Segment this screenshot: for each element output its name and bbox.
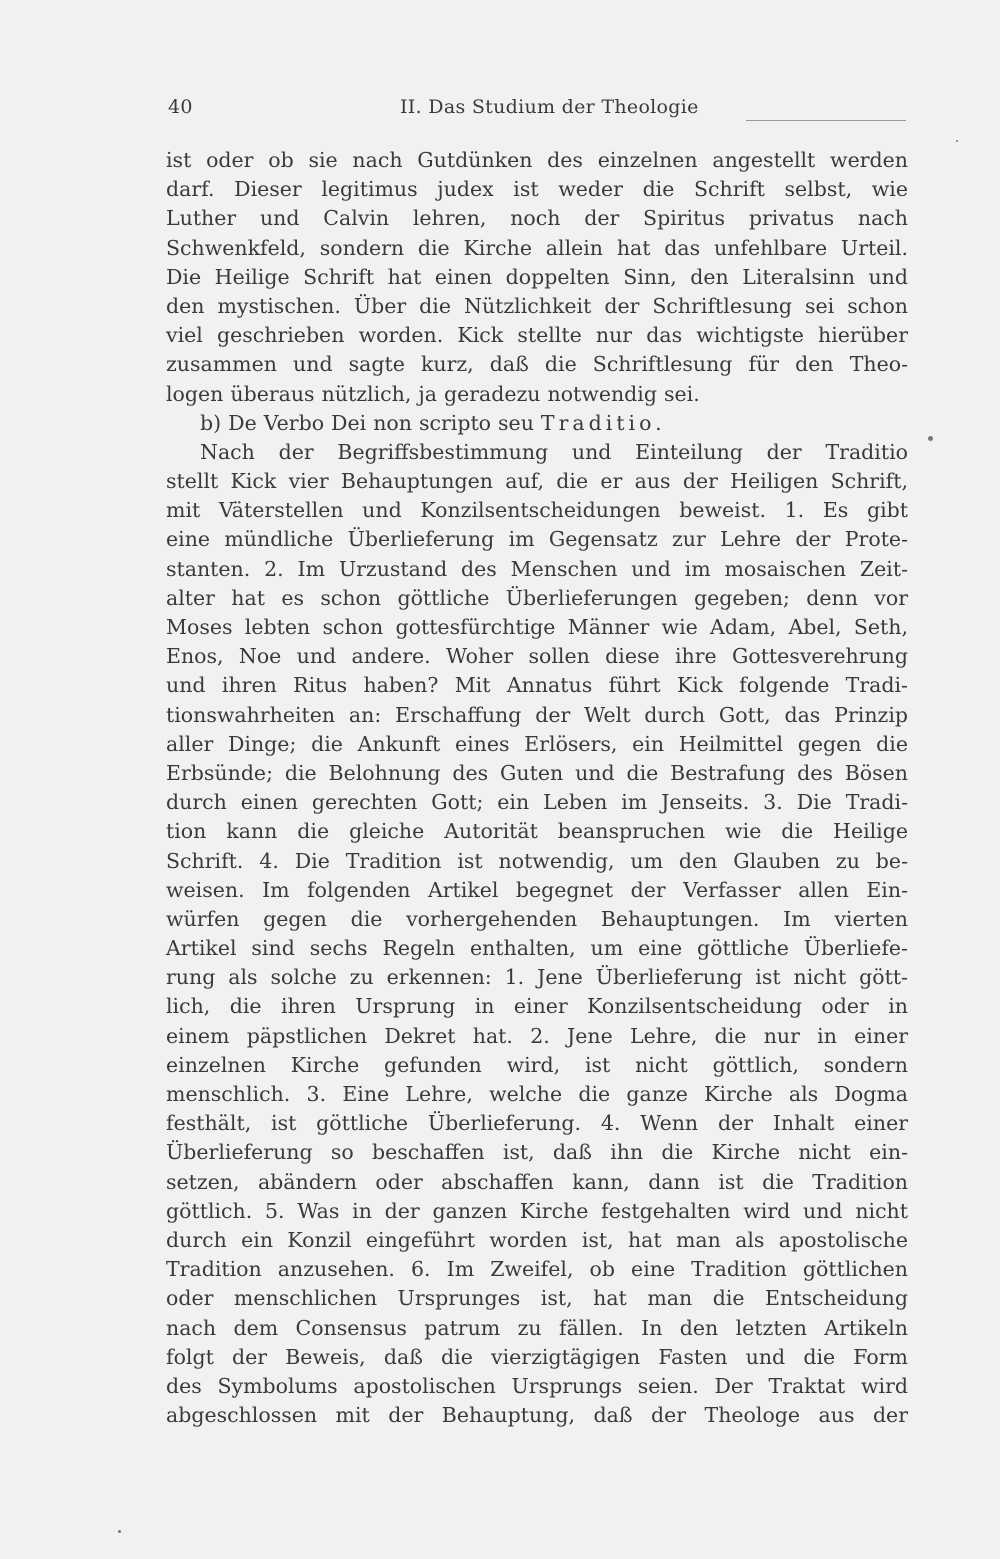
body-text [166, 146, 908, 1430]
text-line: festhält, ist göttliche Überlieferung. 4. Wenn der Inhalt einer [166, 1111, 908, 1136]
text-line: folgt der Beweis, daß die vierzigtägigen Fasten und die Form [166, 1344, 908, 1369]
text-line: Artikel sind sechs Regeln enthalten, um eine göttliche Überliefe- [166, 936, 908, 961]
text-line: Nach der Begriffsbestimmung und Einteilung der Traditio [200, 439, 908, 464]
text-line: eine mündliche Überlieferung im Gegensatz zur Lehre der Prote- [166, 527, 908, 552]
text-line: des Symbolums apostolischen Ursprungs seien. Der Traktat wird [166, 1373, 908, 1398]
text-line: Luther und Calvin lehren, noch der Spiritus privatus nach [166, 206, 908, 231]
text-line: alter hat es schon göttliche Überlieferungen gegeben; denn vor [166, 585, 908, 610]
text-line: darf. Dieser legitimus judex ist weder die Schrift selbst, wie [166, 177, 908, 202]
text-line: Schrift. 4. Die Tradition ist notwendig, um den Glauben zu be- [166, 848, 908, 873]
text-line: Erbsünde; die Belohnung des Guten und die Bestrafung des Bösen [166, 760, 908, 785]
paper-speck [118, 1530, 121, 1533]
subheading-prefix: b) De Verbo Dei non scripto seu [200, 410, 541, 435]
text-line: rung als solche zu erkennen: 1. Jene Überlieferung ist nicht gött- [166, 965, 908, 990]
text-line: und ihren Ritus haben? Mit Annatus führt Kick folgende Tradi- [166, 673, 908, 698]
text-line: aller Dinge; die Ankunft eines Erlösers, ein Heilmittel gegen die [166, 731, 908, 756]
section-subheading [166, 409, 908, 438]
running-title: II. Das Studium der Theologie [400, 96, 699, 118]
text-line: stellt Kick vier Behauptungen auf, die er aus der Heiligen Schrift, [166, 469, 908, 494]
text-line: lich, die ihren Ursprung in einer Konzilsentscheidung oder in [166, 994, 908, 1019]
text-line: menschlich. 3. Eine Lehre, welche die ganze Kirche als Dogma [166, 1082, 908, 1106]
text-line: ist oder ob sie nach Gutdünken des einzelnen angestellt werden [166, 148, 908, 172]
text-line: setzen, abändern oder abschaffen kann, dann ist die Tradition [166, 1169, 908, 1194]
text-line: Enos, Noe und andere. Woher sollen diese ihre Gottesverehrung [166, 644, 908, 669]
text-line: zusammen und sagte kurz, daß die Schriftlesung für den Theo- [166, 352, 908, 377]
text-line: göttlich. 5. Was in der ganzen Kirche festgehalten wird und nicht [166, 1198, 908, 1223]
text-line: Tradition anzusehen. 6. Im Zweifel, ob eine Tradition göttlichen [166, 1257, 908, 1282]
text-line: viel geschrieben worden. Kick stellte nur das wichtigste hierüber [166, 323, 908, 348]
text-line: weisen. Im folgenden Artikel begegnet der Verfasser allen Ein- [166, 877, 908, 902]
running-head [168, 96, 908, 126]
text-line: nach dem Consensus patrum zu fällen. In den letzten Artikeln [166, 1315, 908, 1340]
paper-speck [928, 436, 933, 441]
text-line: Überlieferung so beschaffen ist, daß ihn die Kirche nicht ein- [166, 1140, 908, 1165]
text-line: tionswahrheiten an: Erschaffung der Welt durch Gott, das Prinzip [166, 702, 908, 727]
text-line: einzelnen Kirche gefunden wird, ist nicht göttlich, sondern [166, 1052, 908, 1077]
text-line: würfen gegen die vorhergehenden Behauptungen. Im vierten [166, 906, 908, 931]
text-line: tion kann die gleiche Autorität beanspruchen wie die Heilige [166, 819, 908, 844]
text-line: abgeschlossen mit der Behauptung, daß der Theologe aus der [166, 1403, 908, 1428]
text-line: Die Heilige Schrift hat einen doppelten Sinn, den Literalsinn und [166, 264, 908, 289]
text-line: oder menschlichen Ursprunges ist, hat man die Entscheidung [166, 1286, 908, 1311]
text-line: logen überaus nützlich, ja geradezu notwendig sei. [166, 381, 700, 406]
text-line: den mystischen. Über die Nützlichkeit der Schriftlesung sei schon [166, 293, 908, 318]
text-line: einem päpstlichen Dekret hat. 2. Jene Lehre, die nur in einer [166, 1023, 908, 1048]
text-line: Moses lebten schon gottesfürchtige Männer wie Adam, Abel, Seth, [166, 615, 908, 639]
text-line: stanten. 2. Im Urzustand des Menschen und im mosaischen Zeit- [166, 556, 908, 581]
text-line: durch ein Konzil eingeführt worden ist, hat man als apostolische [166, 1227, 908, 1252]
page-number: 40 [168, 96, 193, 118]
paper-speck [956, 140, 958, 142]
text-line: mit Väterstellen und Konzilsentscheidungen beweist. 1. Es gibt [166, 498, 908, 523]
header-rule [746, 120, 906, 121]
text-line: Schwenkfeld, sondern die Kirche allein hat das unfehlbare Urteil. [166, 235, 908, 260]
text-line: durch einen gerechten Gott; ein Leben im Jenseits. 3. Die Tradi- [166, 790, 908, 815]
subheading-spaced: Traditio. [540, 410, 666, 435]
